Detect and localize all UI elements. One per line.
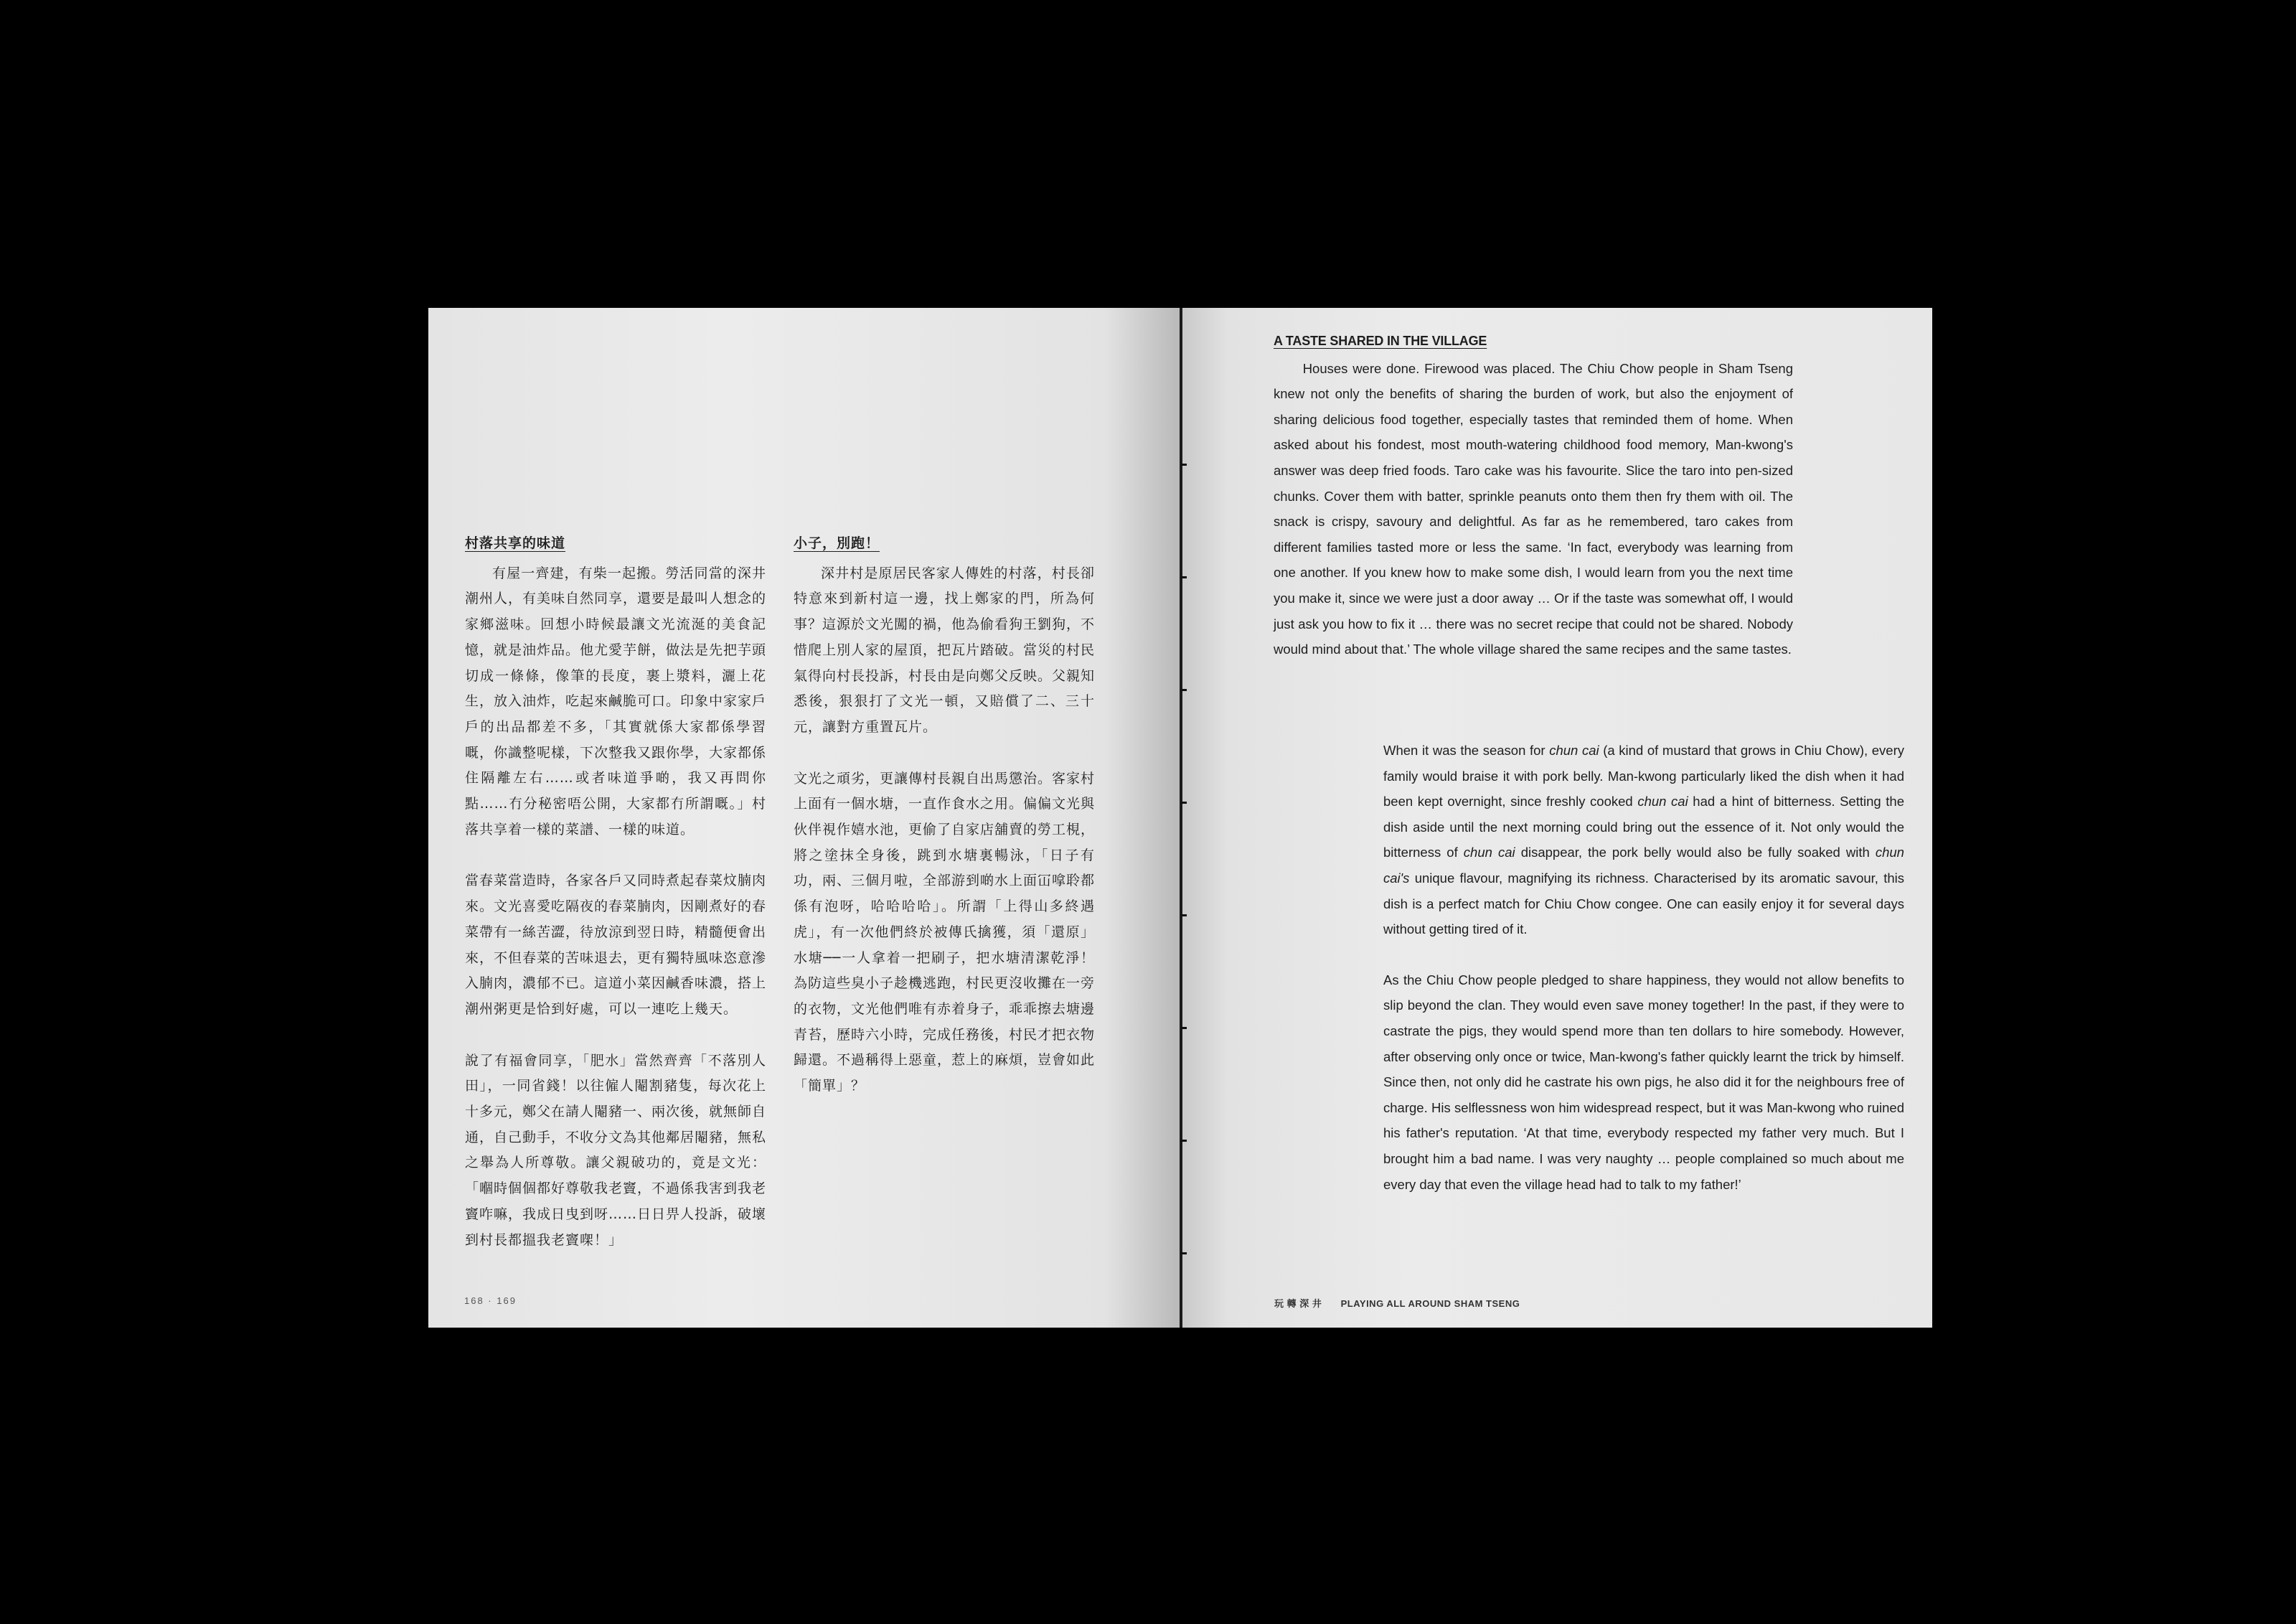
binding-notch (1181, 1252, 1187, 1254)
chinese-column-1 (465, 531, 766, 1279)
paragraph: 說了有福會同享，「肥水」當然齊齊「不落別人田」，一同省錢！以往僱人閹割豬隻，每次花上十多元，鄭父在請人閹豬一、兩次後，就無師自通，自己動手，不收分文為其他鄰居閹豬，無私之舉為人所尊敬。讓父親破功的，竟是文光：「嗰時個個都好尊敬我老竇，不過係我害到我老竇咋嘛，我成日曳到呀……日日畀人投訴，破壞到村長都搵我老竇㗎！」 (465, 1052, 767, 1248)
running-footer (1274, 1296, 1520, 1310)
binding-notch (1181, 464, 1187, 466)
paragraph: When it was the season for chun cai (a kind of mustard that grows in Chiu Chow), every family would braise it with pork belly. Man-kwong particularly liked the dish when it had been kept overnight, since freshly cooked chun cai had a hint of bitterness. Setting the dish aside until the next morning could bring out the essence of it. Not only would the bitterness of chun cai disappear, the pork belly would also be fully soaked with chun cai's unique flavour, magnifying its richness. Characterised by its aromatic savour, this dish is a perfect match for Chiu Chow congee. One can easily enjoy it for several days without getting tired of it. (1383, 743, 1905, 937)
footer-english-title: PLAYING ALL AROUND SHAM TSENG (1340, 1298, 1520, 1309)
section-heading: 村落共享的味道 (465, 535, 566, 551)
paragraph: 當春菜當造時，各家各戶又同時煮起春菜炆腩肉來。文光喜愛吃隔夜的春菜腩肉，因剛煮好的春菜帶有一絲苦澀，待放涼到翌日時，精髓便會出來，不但春菜的苦味退去，更有獨特風味恣意滲入腩肉，濃郁不已。這道小菜因鹹香味濃，搭上潮州粥更是恰到好處，可以一連吃上幾天。 (465, 873, 767, 1017)
paragraph: Houses were done. Firewood was placed. The Chiu Chow people in Sham Tseng knew not only the benefits of sharing the burden of work, but also the enjoyment of sharing delicious food together, especially tastes that reminded them of home. When asked about his fondest, most mouth-watering childhood food memory, Man-kwong's answer was deep fried foods. Taro cake was his favourite. Slice the taro into pen-sized chunks. Cover them with batter, sprinkle peanuts onto them then fry them with oil. The snack is crispy, savoury and delightful. As far as he remembered, taro cakes from different families tasted more or less the same. ‘In fact, everybody was learning from one another. If you knew how to make some dish, I would learn from you the next time you make it, since we were just a door away … Or if the taste was somewhat off, I would just ask you how to fix it … there was no secret recipe that could not be shared. Nobody would mind about that.’ The whole village shared the same recipes and the same tastes. (1274, 360, 1793, 657)
paragraph: 有屋一齊建，有柴一起搬。勞活同當的深井潮州人，有美味自然同享，還要是最叫人想念的家鄉滋味。回想小時候最讓文光流涎的美食記憶，就是油炸品。他尤愛芋餅，做法是先把芋頭切成一條條，像筆的長度，裹上漿料，灑上花生，放入油炸，吃起來鹹脆可口。印象中家家戶戶的出品都差不多，「其實就係大家都係學習嘅，你識整呢樣，下次整我又跟你學，大家都係住隔離左右……或者味道爭啲，我又再問你點……冇分秘密唔公開，大家都冇所謂嘅。」村落共享着一樣的菜譜、一樣的味道。 (465, 565, 767, 837)
page-numbers: 168 · 169 (464, 1295, 517, 1306)
section-heading: 小子，別跑！ (794, 535, 880, 551)
chinese-column-2 (794, 531, 1095, 1125)
binding-notch (1181, 1027, 1187, 1029)
book-gutter (1180, 308, 1182, 1328)
english-column-main (1274, 329, 1793, 687)
binding-notch (1181, 576, 1187, 578)
footer-chinese-title: 玩 轉 深 井 (1274, 1298, 1322, 1309)
section-heading: A TASTE SHARED IN THE VILLAGE (1274, 334, 1487, 348)
binding-notch (1181, 914, 1187, 916)
paragraph: As the Chiu Chow people pledged to share happiness, they would not allow benefits to slip beyond the clan. They would even save money together! In the past, if they were to castrate the pigs, they would spend more than ten dollars to hire somebody. However, after observing only once or twice, Man-kwong's father quickly learnt the trick by himself. Since then, not only did he castrate his own pigs, he also did it for the neighbours free of charge. His selflessness won him widespread respect, but it was Man-kwong who ruined his father's reputation. ‘At that time, everybody respected my father very much. But I brought him a bad name. I was very naughty … people complained so much about me every day that even the village head had to talk to my father!’ (1383, 972, 1904, 1192)
binding-notch (1181, 689, 1187, 691)
english-column-secondary (1383, 738, 1904, 1222)
binding-notch (1181, 802, 1187, 804)
paragraph: 深井村是原居民客家人傳姓的村落，村長卻特意來到新村這一邊，找上鄭家的門，所為何事？這源於文光闖的禍，他為偷看狗王劉狗，不惜爬上別人家的屋頂，把瓦片踏破。當災的村民氣得向村長投訴，村長由是向鄭父反映。父親知悉後，狠狠打了文光一頓，又賠償了二、三十元，讓對方重置瓦片。 (794, 565, 1096, 735)
paragraph: 文光之頑劣，更讓傳村長親自出馬懲治。客家村上面有一個水塘，一直作食水之用。偏偏文光與伙伴視作嬉水池，更偷了自家店舖賣的勞工梘，將之塗抹全身後，跳到水塘裏暢泳，「日子有功，兩、三個月啦，全部游到啲水上面冚嗱聆都係有泡呀，哈哈哈哈」。所謂「上得山多終遇虎」，有一次他們終於被傳氏擒獲，須「還原」水塘──一人拿着一把刷子，把水塘清潔乾淨！為防這些臭小子趁機逃跑，村民更沒收攤在一旁的衣物，文光他們唯有赤着身子，乖乖擦去塘邊青苔，歷時六小時，完成任務後，村民才把衣物歸還。不過稱得上惡童，惹上的麻煩，豈會如此「簡單」？ (794, 770, 1096, 1094)
binding-notch (1181, 1140, 1187, 1142)
